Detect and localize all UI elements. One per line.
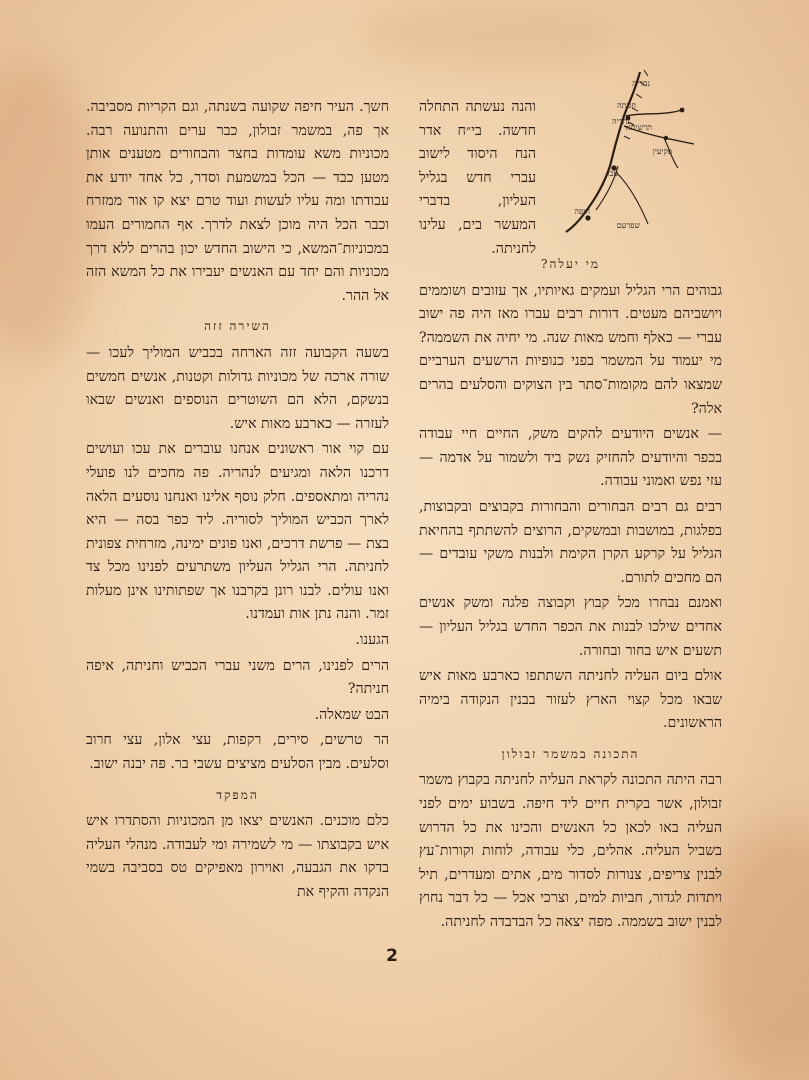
lead-with-map	[419, 79, 722, 257]
road-hanita	[626, 110, 682, 116]
paragraph: גבוהים הרי הגליל ועמקים גאיותיו, אך עזובים ושוממים ויושביהם מעטים. דורות רבים עברו מאז היה פה ישוב עברי — כאלף וחמש מאות שנה. מי יחיה את השממה? מי יעמוד על המשמר בפני כנופיות הרשעים הערביים שמצאו להם מקומות־סתר בין הצוקים והסלעים בהרים אלה?	[419, 282, 722, 417]
map-graphic	[544, 64, 722, 234]
paragraph: רבה היתה התכונה לקראת העליה לחניתה בקבוץ משמר זבולון, אשר בקרית חיים ליד חיפה. בשבוע ימים לפני העליה באו לכאן כל האנשים והכינו את כל הדרוש בשביל העליה. אהלים, כלי עבודה, לוחות וקורות־עץ לבנין צריפים, צנורות לסדור מים, אתים ומעדרים, תיל ויתדות לגדור, חביות למים, וצרכי אכל — כל דבר נחוץ לבנין ישוב בשממה. מפה יצאה כל הבדבדה לחניתה.	[419, 772, 722, 931]
map-label-acre: עכו	[607, 169, 618, 178]
section-heading: מי יעלה?	[541, 257, 600, 271]
town-dot	[680, 108, 685, 113]
paper-stain	[0, 60, 100, 360]
column-left	[86, 96, 389, 976]
paragraph: הר טרשים, סירים, רקפות, עצי אלון, עצי חרוב וסלעים. מבין הסלעים מציצים עשבי בר. פה יבנה ישוב.	[86, 732, 389, 773]
map-label-naharia-north: נהריה	[632, 79, 650, 88]
map-label-hanita: חניתה	[617, 101, 636, 110]
paragraph: ואמנם נבחרו מכל קבוץ וקבוצה פלגה ומשק אנשים אחדים שילכו לבנות את הכפר החדש בגליל העליון — תשעים איש בחור ובחורה.	[419, 595, 722, 659]
map-label-pekiin: פקיעין	[652, 147, 672, 156]
section-heading: המפקד	[216, 787, 259, 802]
map-label-shfaram: שפרעם	[616, 221, 640, 230]
town-dot	[585, 215, 590, 220]
paragraph: הגענו.	[355, 632, 389, 649]
map-label-tarshiha: תרשיחא	[625, 123, 652, 132]
page-number: 2	[386, 946, 398, 966]
paragraph: אולם ביום העליה לחניתה השתתפו כארבע מאות איש שבאו מכל קצוי הארץ לעזור בבנין הנקודה בימיה הראשונים.	[419, 668, 722, 732]
paragraph: הבט שמאלה.	[314, 706, 389, 723]
paragraph: הרים לפנינו, הרים משני עברי הכביש וחניתה, איפה חניתה?	[86, 657, 389, 698]
paper-stain	[360, 0, 620, 70]
section-heading: התכונה במשמר זבולון	[501, 746, 640, 761]
lead-paragraph: והנה נעשתה התחלה חדשה. בי״ח אדר הנח היסוד לישוב עברי חדש בגליל העליון, בדברי המעשר בים, עלינו לחניתה.	[419, 99, 536, 257]
paragraph: חשך. העיר חיפה שקועה בשנתה, וגם הקריות מסביבה. אך פה, במשמר זבולון, כבר ערים והתנועה רבה. מכוניות משא עומדות בחצר והבחורים מטענים אותן מטען כבד — הכל במשמעת וסדר, כל אחד יודע את עבודתו ומה עליו לעשות ועוד טרם יצא קו אור ממזרח וכבר הכל היה מוכן לצאת לדרך. אף החמורים העמו במכוניות־המשא, כי הישוב החדש יכון בהרים ללא דרך מכוניות והם יחד עם האנשים יעבירו את כל המשא הזה אל ההר.	[86, 99, 389, 304]
paragraph: בשעה הקבועה זזה הארחה בכביש המוליך לעכו — שורה ארכה של מכוניות גדולות וקטנות, אנשים חמשים בנשקם, הלא הם השוטרים הנוספים ואנשים שבאו לעזרה — כארבע מאות איש.	[86, 344, 389, 432]
paragraph: עם קוי אור ראשונים אנחנו עוברים את עכו ועושים דרכנו הלאה ומגיעים לנהריה. פה מחכים לנו פועלי נהריה ומתאספים. חלק נוסף אלינו ואנחנו נוסעים הלאה לארך הכביש המוליך לסוריה. ליד כפר בסה — היא בצת — פרשת דרכים, ואנו פונים ימינה, מזרחית צפונית לחניתה. הרי הגליל העליון משתרעים לפנינו מכל צד ואנו עולים. לבנו רונן בקרבנו אך שפתותינו אינן מעלות זמר. והנה נתן אות ועמדנו.	[86, 441, 389, 623]
paragraph: כלם מוכנים. האנשים יצאו מן המכוניות והסתדרו איש איש בקבוצתו — מי לשמירה ומי לעבודה. מנהלי העליה בדקו את הגבעה, ואוירון מאפיקים טס בסביבה בשמי הנקדה והקיף את	[86, 813, 389, 900]
region-map	[544, 64, 722, 234]
paragraph: רבים גם רבים הבחורים והבחורות בקבוצים ובקבוצות, בפלגות, במושבות ובמשקים, הרוצים להשתתף בהחיאת הגליל על קרקע הקרן הקימת ולבנות משקי עובדים — הם מחכים לתורם.	[419, 498, 722, 586]
section-heading: השירה זזה	[204, 319, 271, 334]
map-label-haifa: חיפה	[574, 207, 590, 216]
town-dot	[664, 136, 668, 140]
map-label-nahariya: נהריה	[612, 117, 630, 126]
column-right	[419, 79, 722, 976]
page-body	[86, 79, 722, 976]
road-shfaram	[616, 172, 648, 224]
paragraph: — אנשים היודעים להקים משק, החיים חיי עבודה בכפר והיודעים להחזיק נשק ביד ולשמור על אדמה — עזי נפש ואמוני עבודה.	[419, 426, 722, 490]
